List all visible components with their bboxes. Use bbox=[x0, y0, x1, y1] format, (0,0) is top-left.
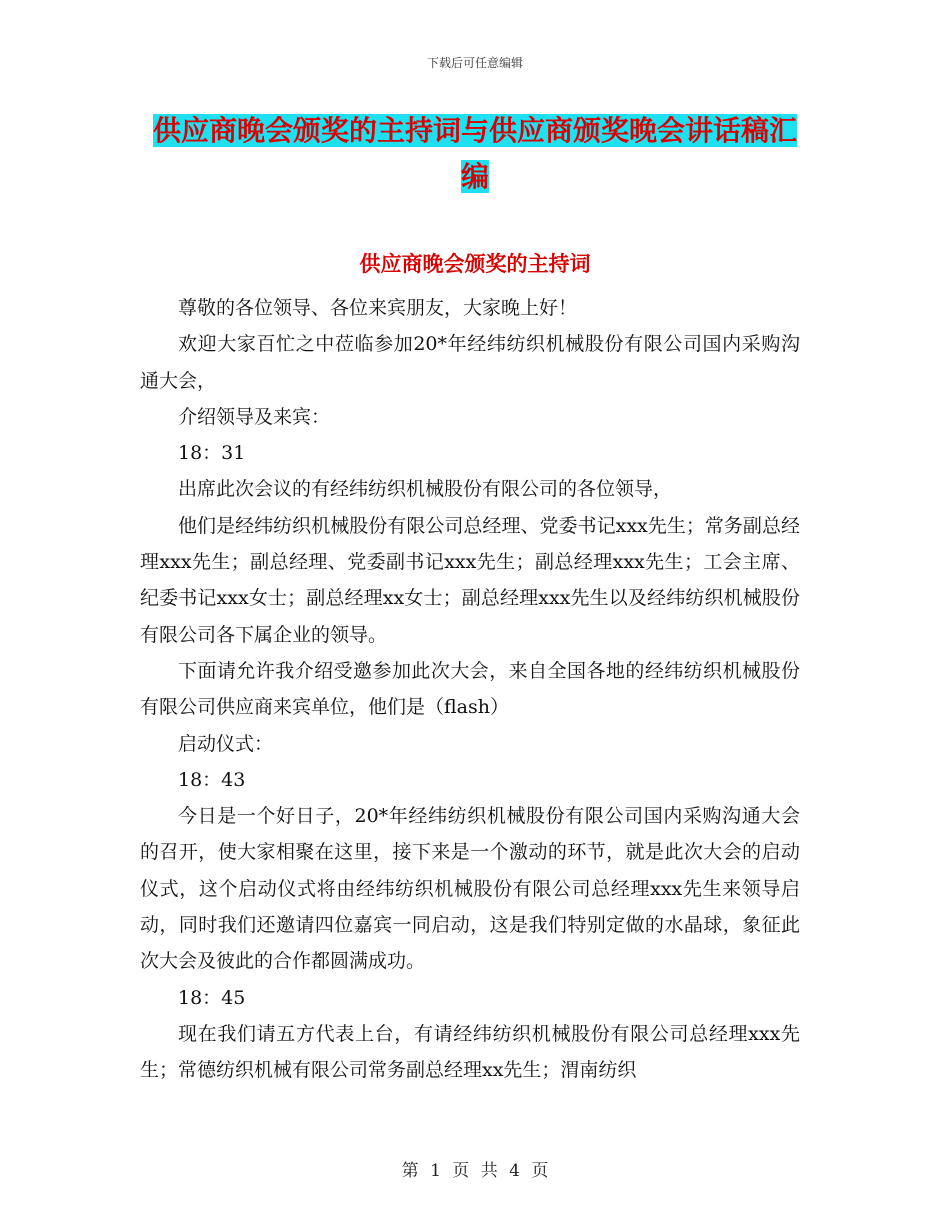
paragraph-time: 18：45 bbox=[178, 986, 246, 1009]
document-body bbox=[140, 290, 800, 1089]
paragraph: 今日是一个好日子，20*年经纬纺织机械股份有限公司国内采购沟通大会的召开，使大家相聚在这里，接下来是一个激动的环节，就是此次大会的启动仪式，这个启动仪式将由经纬纺织机械股份有限公司总经理xxx先生来领导启动，同时我们还邀请四位嘉宾一同启动，这是我们特别定做的水晶球，象征此次大会及彼此的合作都圆满成功。 bbox=[140, 805, 800, 973]
paragraph: 出席此次会议的有经纬纺织机械股份有限公司的各位领导， bbox=[178, 478, 673, 501]
paragraph: 下面请允许我介绍受邀参加此次大会，来自全国各地的经纬纺织机械股份有限公司供应商来宾单位，他们是（flash） bbox=[140, 659, 800, 719]
paragraph-ceremony-heading: 启动仪式： bbox=[178, 732, 274, 755]
section-title: 供应商晚会颁奖的主持词 bbox=[359, 252, 591, 276]
paragraph-time: 18：31 bbox=[178, 442, 246, 465]
document-title-text: 供应商晚会颁奖的主持词与供应商颁奖晚会讲话稿汇编 bbox=[152, 114, 797, 193]
paragraph: 他们是经纬纺织机械股份有限公司总经理、党委书记xxx先生；常务副总经理xxx先生；副总经理、党委副书记xxx先生；副总经理xxx先生；工会主席、纪委书记xxx女士；副总经理xx女士；副总经理xxx先生以及经纬纺织机械股份有限公司各下属企业的领导。 bbox=[140, 514, 800, 646]
page-footer: 第 1 页 共 4 页 bbox=[401, 1161, 549, 1181]
paragraph-introduce-heading: 介绍领导及来宾： bbox=[178, 405, 331, 428]
paragraph-greeting: 尊敬的各位领导、各位来宾朋友，大家晚上好！ bbox=[178, 297, 578, 319]
paragraph-time: 18：43 bbox=[178, 768, 246, 791]
paragraph: 现在我们请五方代表上台，有请经纬纺织机械股份有限公司总经理xxx先生；常德纺织机械有限公司常务副总经理xx先生；渭南纺织 bbox=[140, 1022, 800, 1082]
document-title bbox=[140, 108, 810, 200]
paragraph-welcome: 欢迎大家百忙之中莅临参加20*年经纬纺织机械股份有限公司国内采购沟通大会， bbox=[140, 333, 800, 392]
header-note: 下载后可任意编辑 bbox=[426, 56, 523, 70]
